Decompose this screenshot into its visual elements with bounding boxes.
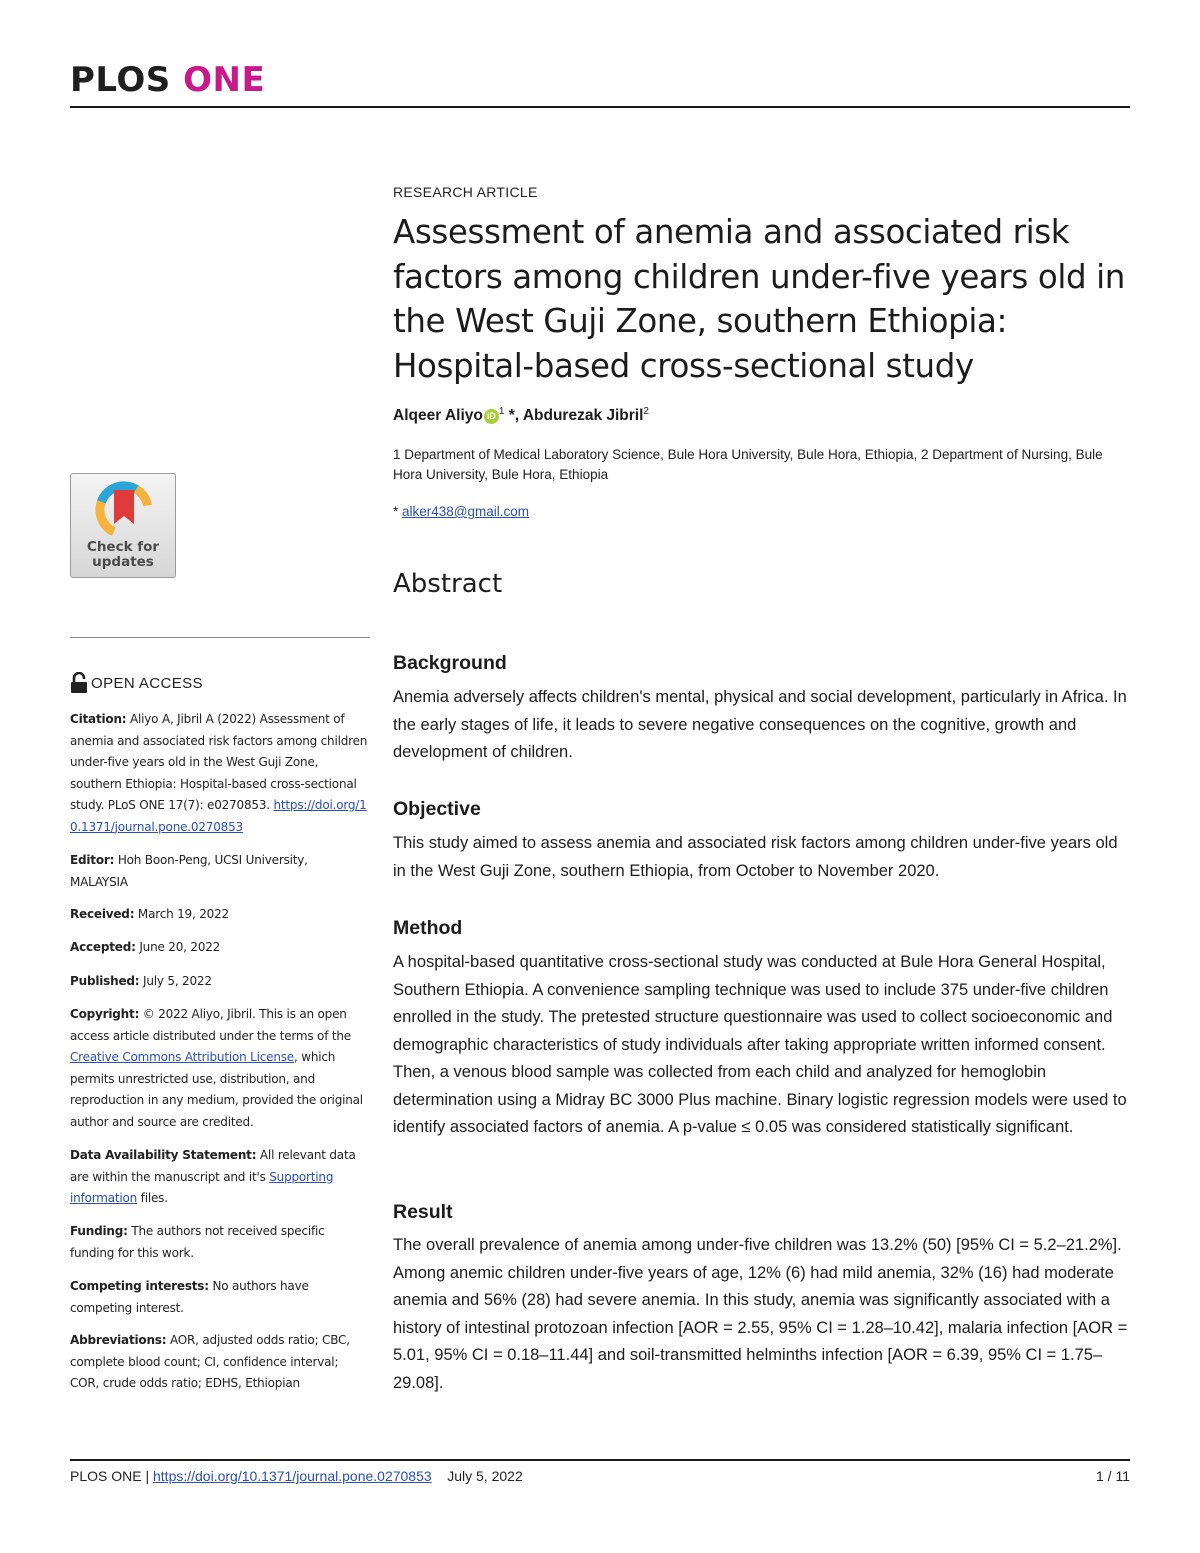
page-footer (70, 1468, 1130, 1484)
abbreviations-block (70, 1330, 368, 1395)
competing-interests-block (70, 1276, 368, 1319)
competing-interests-text: No authors have competing interest. (70, 1279, 309, 1315)
author-1-corresponding-mark: *, (504, 407, 523, 425)
abstract-heading: Abstract (393, 569, 503, 599)
editor-block (70, 850, 368, 893)
article-type: RESEARCH ARTICLE (393, 184, 538, 200)
badge-line1: Check for (86, 539, 160, 555)
copyright-label: Copyright: (70, 1007, 140, 1021)
abbreviations-text: AOR, adjusted odds ratio; CBC, complete blood count; CI, confidence interval; COR, crude odds ratio; EDHS, Ethiopian (70, 1333, 350, 1390)
open-lock-icon (70, 672, 88, 694)
author-1: Alqeer Aliyo (393, 407, 483, 425)
badge-line2: updates (92, 554, 154, 570)
method-heading: Method (393, 917, 463, 939)
author-2-affiliation: 2 (643, 406, 649, 417)
sidebar-rule (70, 637, 370, 638)
received-block (70, 904, 368, 926)
footer-date: July 5, 2022 (447, 1468, 523, 1484)
abbreviations-label: Abbreviations: (70, 1333, 167, 1347)
data-availability-text-1: All relevant data are within the manuscript and it's (70, 1148, 356, 1184)
received-text: March 19, 2022 (134, 907, 229, 921)
footer-journal: PLOS ONE | (70, 1468, 153, 1484)
method-text: A hospital-based quantitative cross-sectional study was conducted at Bule Hora General Hospital, Southern Ethiopia. A convenience sampling technique was used to include 375 under-five children enrolled in the study. The pretested structure questionnaire was used to collect socioeconomic and demographic characteristics of study individuals after taking appropriate written informed consent. Then, a venous blood sample was collected from each child and analyzed for hemoglobin determination using a Midray BC 3000 Plus machine. Binary logistic regression models were used to identify associated factors of anemia. A p-value ≤ 0.05 was considered statistically significant. (393, 953, 1127, 1136)
citation-label: Citation: (70, 712, 127, 726)
objective-heading: Objective (393, 798, 481, 820)
corresponding-mark: * (393, 504, 403, 519)
published-label: Published: (70, 974, 140, 988)
data-availability-label: Data Availability Statement: (70, 1148, 257, 1162)
logo-plos: PLOS (70, 60, 171, 100)
funding-text: The authors not received specific funding for this work. (70, 1224, 325, 1260)
accepted-label: Accepted: (70, 940, 136, 954)
received-label: Received: (70, 907, 135, 921)
corresponding-email-link[interactable]: alker438@gmail.com (402, 504, 530, 519)
citation-text: Aliyo A, Jibril A (2022) Assessment of anemia and associated risk factors among children under-five years old in the West Guji Zone, southern Ethiopia: Hospital-based cross-sectional study. PLoS ONE 17(7): e0270853. (70, 712, 368, 812)
check-for-updates-badge[interactable] (70, 473, 176, 578)
license-link[interactable]: Creative Commons Attribution License (70, 1050, 294, 1064)
article-title: Assessment of anemia and associated risk factors among children under-five years old in the West Guji Zone, southern Ethiopia: Hospital-based cross-sectional study (393, 213, 1125, 385)
result-text: The overall prevalence of anemia among under-five children was 13.2% (50) [95% CI = 5.2–21.2%]. Among anemic children under-five years of age, 12% (6) had mild anemia, 32% (16) had moderate anemia and 56% (28) had severe anemia. In this study, anemia was significantly associated with a history of intestinal protozoan infection [AOR = 2.55, 95% CI = 1.28–10.42], malaria infection [AOR = 5.01, 95% CI = 0.18–11.44] and soil-transmitted helminths infection [AOR = 6.39, 95% CI = 1.75–29.08]. (393, 1236, 1128, 1392)
page-number: 1 / 11 (1096, 1468, 1130, 1484)
open-access-label (70, 672, 203, 694)
supporting-information-link[interactable]: Supporting information (70, 1169, 334, 1205)
footer-doi-link[interactable]: https://doi.org/10.1371/journal.pone.0270853 (153, 1468, 432, 1484)
logo-one: ONE (183, 60, 266, 100)
author-2: Abdurezak Jibril (522, 407, 644, 425)
author-list (393, 406, 1130, 425)
accepted-block (70, 937, 368, 959)
copyright-block (70, 1004, 368, 1133)
orcid-icon[interactable]: iD (484, 409, 499, 424)
data-availability-text-2: files. (137, 1191, 168, 1205)
objective-text: This study aimed to assess anemia and associated risk factors among children under-five years old in the West Guji Zone, southern Ethiopia, from October to November 2020. (393, 834, 1118, 880)
footer-rule (70, 1459, 1130, 1461)
open-access-text: OPEN ACCESS (91, 674, 203, 692)
copyright-text-2: , which permits unrestricted use, distribution, and reproduction in any medium, provided the original author and source are credited. (70, 1050, 363, 1129)
corresponding-author (393, 504, 1130, 519)
data-availability-block (70, 1145, 368, 1210)
published-block (70, 971, 368, 993)
journal-logo (70, 60, 265, 100)
editor-label: Editor: (70, 853, 115, 867)
editor-text: Hoh Boon-Peng, UCSI University, MALAYSIA (70, 853, 308, 889)
competing-interests-label: Competing interests: (70, 1279, 209, 1293)
author-1-affiliation: 1 (498, 406, 505, 417)
citation-doi-link[interactable]: https://doi.org/10.1371/journal.pone.0270853 (70, 798, 367, 834)
funding-block (70, 1221, 368, 1264)
crossmark-icon (93, 480, 155, 540)
published-text: July 5, 2022 (139, 974, 212, 988)
affiliations: 1 Department of Medical Laboratory Science, Bule Hora University, Bule Hora, Ethiopia, 2 Department of Nursing, Bule Hora University, Bule Hora, Ethiopia (393, 447, 1103, 482)
copyright-text-1: © 2022 Aliyo, Jibril. This is an open access article distributed under the terms of the (70, 1007, 351, 1043)
result-heading: Result (393, 1201, 453, 1223)
citation-block (70, 709, 368, 838)
header-rule (70, 106, 1130, 108)
background-heading: Background (393, 652, 507, 674)
accepted-text: June 20, 2022 (135, 940, 221, 954)
background-text: Anemia adversely affects children's mental, physical and social development, particularly in Africa. In the early stages of life, it leads to severe negative consequences on the cognitive, growth and development of children. (393, 688, 1127, 761)
funding-label: Funding: (70, 1224, 128, 1238)
